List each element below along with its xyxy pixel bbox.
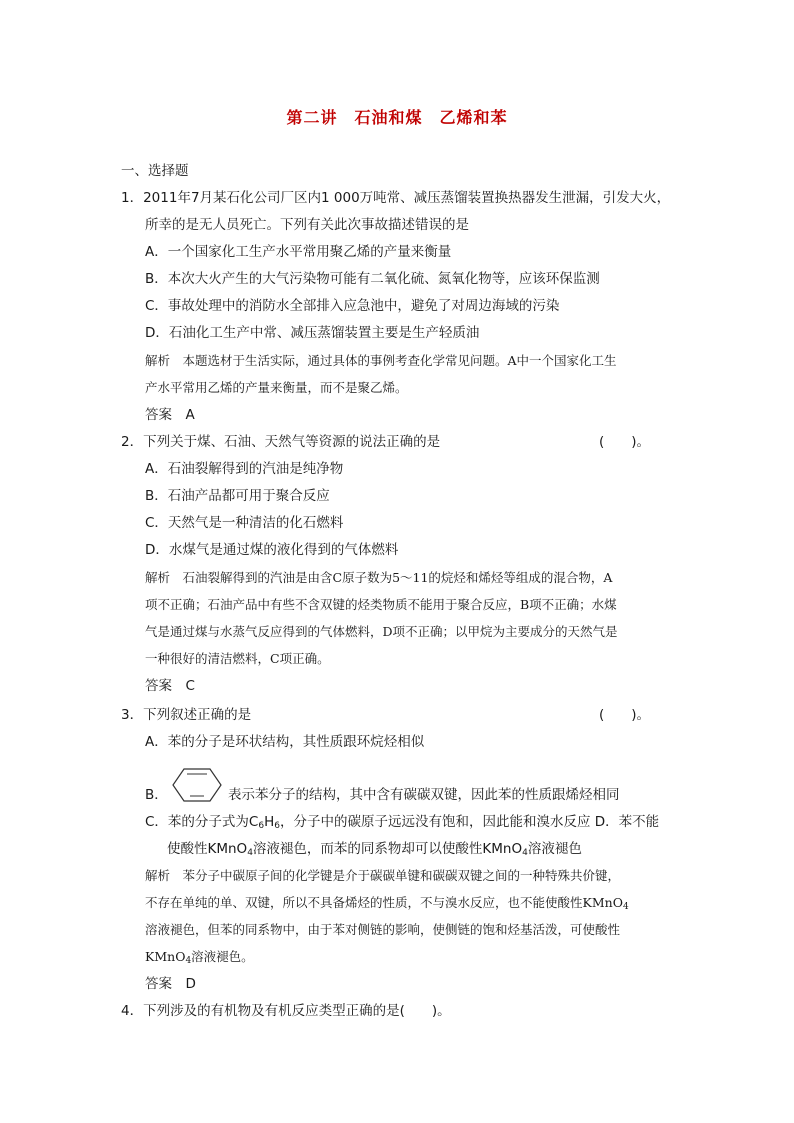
q1-option-c: C．事故处理中的消防水全部排入应急池中，避免了对周边海域的污染	[145, 298, 560, 314]
q1-explanation-line2: 产水平常用乙烯的产量来衡量，而不是聚乙烯。	[145, 380, 408, 395]
benzene-structure-icon	[171, 765, 223, 805]
q3-stem: 3．下列叙述正确的是	[121, 707, 252, 723]
q2-option-a: A．石油裂解得到的汽油是纯净物	[145, 461, 344, 477]
q3-explanation-line4: KMnO$_4$溶液褪色。	[145, 949, 254, 966]
q1-stem-line2: 所幸的是无人员死亡。下列有关此次事故描述错误的是	[145, 217, 469, 233]
q2-answer: 答案 C	[145, 678, 195, 694]
q2-explanation-line2: 项不正确；石油产品中有些不含双键的烃类物质不能用于聚合反应，B项不正确；水煤	[145, 597, 617, 612]
q1-option-b: B．本次大火产生的大气污染物可能有二氧化硫、氮氧化物等，应该环保监测	[145, 271, 600, 287]
q1-answer: 答案 A	[145, 407, 195, 423]
q3-explanation-line1: 解析 苯分子中碳原子间的化学键是介于碳碳单键和碳碳双键之间的一种特殊共价键，	[145, 868, 621, 883]
q3-option-c: C．苯的分子式为$C_6H_6$，分子中的碳原子远远没有饱和，因此能和溴水反应 D．苯不能	[145, 814, 660, 831]
q2-option-c: C．天然气是一种清洁的化石燃料	[145, 515, 344, 531]
q1-option-a: A．一个国家化工生产水平常用聚乙烯的产量来衡量	[145, 244, 452, 260]
q2-option-b: B．石油产品都可用于聚合反应	[145, 488, 330, 504]
q3-option-d: 使酸性KMnO$_4$溶液褪色，而苯的同系物却可以使酸性KMnO$_4$溶液褪色	[167, 841, 582, 858]
q2-explanation-line4: 一种很好的清洁燃料，C项正确。	[145, 651, 330, 666]
q3-explanation-line2: 不存在单纯的单、双键，所以不具备烯烃的性质，不与溴水反应，也不能使酸性KMnO$_4$	[145, 895, 629, 912]
page-title: 第二讲 石油和煤 乙烯和苯	[286, 108, 508, 127]
q3-answer: 答案 D	[145, 976, 196, 992]
q2-answer-blank: ( )。	[599, 434, 651, 450]
q1-option-d: D．石油化工生产中常、减压蒸馏装置主要是生产轻质油	[145, 325, 480, 341]
q2-explanation-line3: 气是通过煤与水蒸气反应得到的气体燃料，D项不正确；以甲烷为主要成分的天然气是	[145, 624, 618, 639]
q2-explanation-line1: 解析 石油裂解得到的汽油是由含C原子数为5～11的烷烃和烯烃等组成的混合物，A	[145, 570, 613, 585]
q2-stem: 2．下列关于煤、石油、天然气等资源的说法正确的是	[121, 434, 441, 450]
q1-explanation-line1: 解析 本题选材于生活实际，通过具体的事例考查化学常见问题。A中一个国家化工生	[145, 353, 617, 368]
q3-explanation-line3: 溶液褪色，但苯的同系物中，由于苯对侧链的影响，使侧链的饱和烃基活泼，可使酸性	[145, 922, 621, 937]
q3-option-b-text: 表示苯分子的结构，其中含有碳碳双键，因此苯的性质跟烯烃相同	[228, 787, 620, 803]
q3-option-b-label: B．	[145, 787, 168, 803]
q3-option-a: A．苯的分子是环状结构，其性质跟环烷烃相似	[145, 734, 425, 750]
q4-stem: 4．下列涉及的有机物及有机反应类型正确的是( )。	[121, 1003, 451, 1019]
q3-answer-blank: ( )。	[599, 707, 651, 723]
section-heading: 一、选择题	[121, 163, 189, 179]
q2-option-d: D．水煤气是通过煤的液化得到的气体燃料	[145, 542, 399, 558]
q1-stem-line1: 1．2011年7月某石化公司厂区内1 000万吨常、减压蒸馏装置换热器发生泄漏，引发大火，	[121, 190, 671, 206]
